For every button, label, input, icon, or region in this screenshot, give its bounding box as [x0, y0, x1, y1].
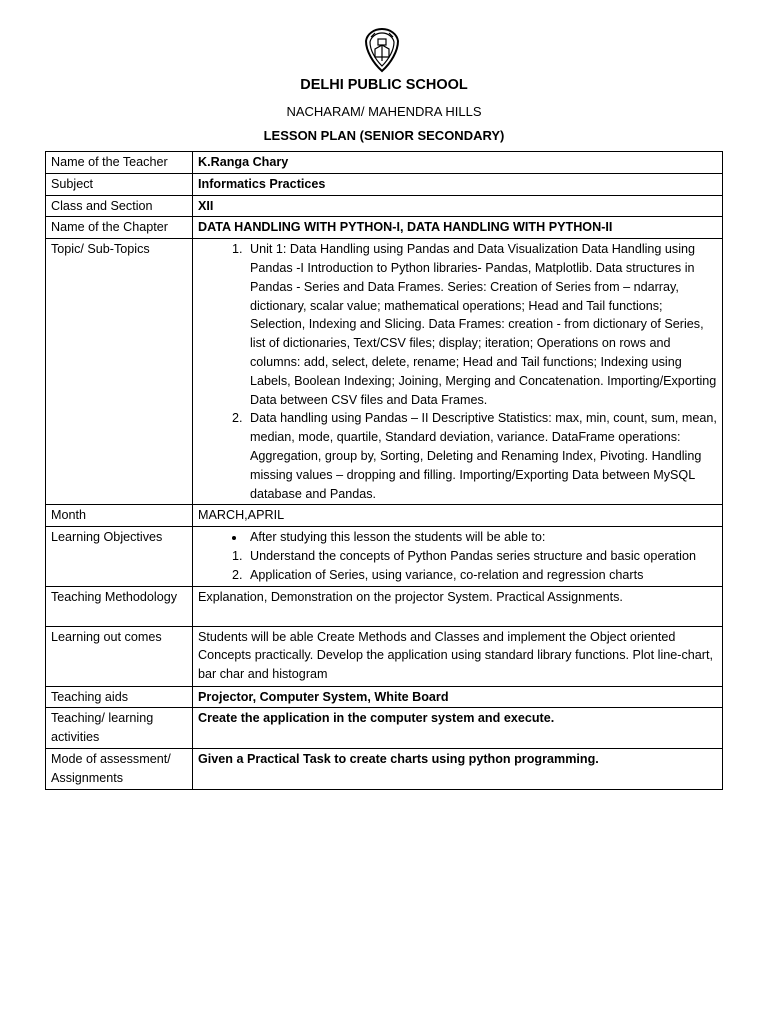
row-label: Teaching Methodology: [46, 586, 193, 626]
list-item: 1. Understand the concepts of Python Pandas series structure and basic operation: [246, 547, 717, 566]
school-crest-icon: [361, 27, 403, 73]
row-label: Teaching/ learning activities: [46, 708, 193, 749]
topics-cell: [193, 239, 723, 505]
assessment-value: Given a Practical Task to create charts using python programming.: [193, 748, 723, 789]
list-item: 1. Unit 1: Data Handling using Pandas and Data Visualization Data Handling using Pandas -I Introduction to Python libraries- Pandas, Matplotlib. Data structures in Pandas - Series and Data Frames. Series: Creation of Series from – ndarray, dictionary, scalar value; mathematical operations; Head and Tail functions; Selection, Indexing and Slicing. Data Frames: creation - from dictionary of Series, list of dictionaries, Text/CSV files; display; iteration; Operations on rows and columns: add, select, delete, rename; Head and Tail functions; Indexing using Labels, Boolean Indexing; Joining, Merging and Concatenation. Importing/Exporting Data between CSV files and Data Frames.: [246, 240, 717, 409]
row-label: Topic/ Sub-Topics: [46, 239, 193, 505]
objectives-intro-list: [198, 528, 717, 547]
list-item: 2. Application of Series, using variance, co-relation and regression charts: [246, 566, 717, 585]
methodology-value: Explanation, Demonstration on the projector System. Practical Assignments.: [193, 586, 723, 626]
row-label: Month: [46, 505, 193, 527]
row-label: Subject: [46, 173, 193, 195]
row-label: Mode of assessment/ Assignments: [46, 748, 193, 789]
subject-value: Informatics Practices: [193, 173, 723, 195]
table-row: [46, 626, 723, 686]
topics-list: [198, 240, 717, 503]
table-row: [46, 586, 723, 626]
row-label: Class and Section: [46, 195, 193, 217]
list-item: 2. Data handling using Pandas – II Descriptive Statistics: max, min, count, sum, mean, median, mode, quartile, Standard deviation, variance. DataFrame operations: Aggregation, group by, Sorting, Deleting and Renaming Index, Pivoting. Handling missing values – dropping and filling. Importing/Exporting Data between MySQL database and Pandas.: [246, 409, 717, 503]
plan-title: LESSON PLAN (SENIOR SECONDARY): [263, 128, 505, 143]
table-row: [46, 505, 723, 527]
table-row: [46, 173, 723, 195]
activities-value: Create the application in the computer system and execute.: [193, 708, 723, 749]
table-row: [46, 239, 723, 505]
table-row: [46, 686, 723, 708]
table-row: [46, 217, 723, 239]
objectives-cell: [193, 527, 723, 586]
chapter-value: DATA HANDLING WITH PYTHON-I, DATA HANDLING WITH PYTHON-II: [193, 217, 723, 239]
aids-value: Projector, Computer System, White Board: [193, 686, 723, 708]
lesson-plan-table: [45, 151, 723, 790]
table-row: [46, 195, 723, 217]
class-value: XII: [193, 195, 723, 217]
list-item: • After studying this lesson the students will be able to:: [246, 528, 717, 547]
school-branch: NACHARAM/ MAHENDRA HILLS: [286, 104, 482, 119]
table-row: [46, 527, 723, 586]
teacher-name: K.Ranga Chary: [193, 152, 723, 174]
objectives-list: [198, 547, 717, 585]
table-row: [46, 708, 723, 749]
row-label: Teaching aids: [46, 686, 193, 708]
table-row: [46, 152, 723, 174]
school-name: DELHI PUBLIC SCHOOL: [300, 77, 468, 93]
month-value: MARCH,APRIL: [193, 505, 723, 527]
row-label: Name of the Teacher: [46, 152, 193, 174]
row-label: Name of the Chapter: [46, 217, 193, 239]
outcomes-value: Students will be able Create Methods and Classes and implement the Object oriented Concepts practically. Develop the application using standard library functions. Plot line-chart, bar char and histogram: [193, 626, 723, 686]
row-label: Learning out comes: [46, 626, 193, 686]
row-label: Learning Objectives: [46, 527, 193, 586]
table-row: [46, 748, 723, 789]
